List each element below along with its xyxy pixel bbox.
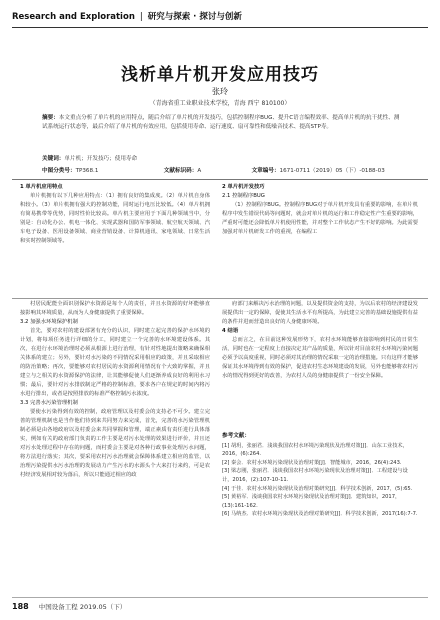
clc-number: TP368.1 — [75, 168, 99, 174]
section-4-paragraph: 总而言之，在目前这种发展形势下，农村水环境能够直接影响到村民的日常生活，同时也在一定程度上直接决定其产品的质量，所以针对目前农村水环境污染问题必须予以高度重视，同时必须对其治理的情况采取一定的治理措施。只有这样才能够保证其水环境得到有效的保护，促进农村生态环境建设的发展，另外也能够将农村污水的情况得到更好的改善，为农村人员的身健康提供了一份安全保障。 — [222, 337, 418, 379]
article-number: 1671-0711（2019）05（下）-0188-03 — [279, 168, 385, 174]
reference-item: [6] 马纳杰．农村水环境污染现状及治理对策研究[J]．科学技术创新，2017(16):7-7. — [222, 511, 418, 518]
abstract-label: 摘要： — [42, 115, 59, 121]
keywords-text: 单片机；开发技巧；使用寿命 — [64, 156, 138, 162]
section-1-paragraph: 单片机拥有以下几种应用特点：（1）拥有良好的集成度。（2）单片机自身体积较小。（3）单片机拥有强大的控制功能，同时运行电压比较低。（4）单片机拥有简易携带等优势，同时性价比较高。单片机主要应用于下面几种领域当中，分别是：自动化办公、机电一体化、实现武器和国防军事领域、航空航天领域、汽车电子设备、医用设备领域、商业营销设备、计算机通讯、家电领域、日常生活和实时控制领域等。 — [20, 193, 210, 244]
journal-name-en: Research and Exploration — [12, 12, 135, 22]
references — [222, 432, 418, 519]
footer-journal: 中国设备工程 2019.05（下） — [38, 603, 127, 611]
article-title: 浅析单片机开发应用技巧 — [121, 65, 319, 85]
section-3-3-heading: 3.3 完善水污染管理机制 — [20, 400, 78, 406]
column-divider — [12, 298, 428, 299]
left-column-top — [20, 183, 210, 246]
section-3-2-heading: 3.2 加强水环境保护机制 — [20, 319, 78, 325]
reference-item: [5] 黄裕军．浅谈我国农村水环境污染现状及治理对策[J]．建筑知识，2017，(13):161-162. — [222, 494, 401, 509]
author-affiliation: （青海省重工业职业技术学校，青海 西宁 810100） — [149, 100, 291, 107]
journal-header — [12, 10, 242, 22]
reference-item: [2] 秦会．农村水环境污染现状及治理对策[J]．智能城市，2016，26(4):243. — [222, 459, 402, 466]
references-heading: 参考文献： — [222, 433, 250, 439]
abstract — [42, 114, 402, 132]
right-bottom-intro: 府部门来解决污水治理的问题，以及提供资金的支持，为以后农村的经济建设发展提供出一定的保障，促使其生活水平有所提高，为此建立完善的基础设施提供有益的条件并进而营造出良好的人身健康环境。 — [222, 301, 418, 325]
page-header — [0, 0, 440, 34]
header-rule — [12, 27, 428, 28]
section-2-1-heading: 2.1 控制程序BUG — [222, 193, 265, 199]
clc-label: 中图分类号： — [42, 168, 76, 174]
section-3-2-paragraph: 首先，要对农村的建设部署有充分的认识，同时建立起完善的保护水环境的计划，将每项任务进行详细的分工，同时建立一个完善的水环境建设体系。其次，在进行水环境治理时必须从根源上进行治理，有针对性地提出策略来确保相关体系的建立；另外，要针对水污染的不同情况采用相应的政策，并且采取相应的防治策略；再次，要能够对农村居民的水资源利用情况有个大致的掌握，并且建立与之相关的水资源保护的法律，让其能够促使人们逐渐养成良好的利用水习惯；最后，要针对污水排放制定严格的控制标准，要求各户在规定的时间内将污水进行排出，或者是按照排放的标准严格控制污水浓度。 — [20, 328, 210, 397]
reference-item: [3] 梁志刚，张丽君．浅谈我国农村水环境污染现状及治理对策[J]．工程建设与设计，2016，(2):107-10-11. — [222, 468, 408, 483]
journal-section-cn: 研究与探索 · 探讨与创新 — [147, 12, 242, 22]
page-number: 188 — [12, 602, 29, 611]
meta-rule — [12, 179, 428, 180]
page-footer — [12, 602, 126, 611]
section-2-1-paragraph: （1）控制程序BUG。控制程序BUG对于单片机开发具有重要的影响，在单片机程序中发生错误代码等问题时，就会对单片机的运行和工作稳定性产生重要的影响，严重时可能还会降低单片机使用性能，并对整个工作状态产生不好的影响。为此需要加强对单片机研发工作的重视，在编程工 — [222, 202, 418, 235]
section-3-3-paragraph: 要使水污染得到有效的控制，政府管理以及村委会的支持必不可少。建立完善的管理机制也是当作他们待到来共同努力来完成，首先，完善的水污染管理机制必须是由各地政府以及村委会来共同掌握和管理，端正素质有责任进行具体落实，例如有关的政府部门负责的工作主要是对污水处理的效果进行评价，并且还对污水处理过程中存在的问题，而村委会主要是对各种行政事业处理污水问题，将方法进行落实；其次，要采用农村污水治理就会保障体系建立相应的监管，以治理污染提供水污水治理的发展动力产生污水的水源头个大来打行来约，可是农村经济发展相对较为落后，所以只能通过相应的政 — [20, 409, 210, 478]
references-list — [222, 442, 418, 519]
doc-code-label: 文献标识码： — [163, 168, 198, 174]
article-number-label: 文章编号： — [251, 168, 280, 174]
reference-item: [4] 于佳．农村水环境污染现状及治理对策研究[J]．科学技术创新，2017，(5):65. — [222, 485, 413, 492]
header-separator: | — [139, 12, 143, 22]
doc-code: A — [197, 168, 202, 174]
abstract-text: 本文重点分析了单片机的应用特点，随后介绍了单片机的开发技巧，包括控制程序BUG、提升C语言编程效率、提高单片机的抗干扰性、测试系统运行状态等，最后介绍了单片机的有效应用，包括使用寿命、运行速度、扇可靠性和低噪音技术、提高STP寿。 — [42, 115, 400, 130]
right-column-bottom — [222, 300, 418, 381]
keywords-label: 关键词： — [42, 156, 65, 162]
article-author: 张玲 — [212, 87, 228, 96]
section-4-heading: 4 结语 — [222, 328, 239, 334]
reference-item: [1] 胡玥，张丽君．浅谈我国农村水环境污染现状及治理对策[J]．山东工业技术，2016，(6):264. — [222, 442, 408, 458]
left-bottom-intro: 村居民配能全面识别保护水资源是每个人的责任，并且水资源的好坏能够直接影响其环境质量，从而为人身健康提供了重要保障。 — [20, 301, 210, 316]
right-column-top — [222, 183, 418, 237]
footer-rule — [12, 597, 428, 598]
section-2-heading: 2 单片机开发技巧 — [222, 184, 265, 190]
section-1-heading: 1 单片机应用特点 — [20, 184, 63, 190]
left-column-bottom — [20, 300, 210, 480]
keywords — [42, 154, 137, 162]
article-meta — [42, 166, 402, 174]
